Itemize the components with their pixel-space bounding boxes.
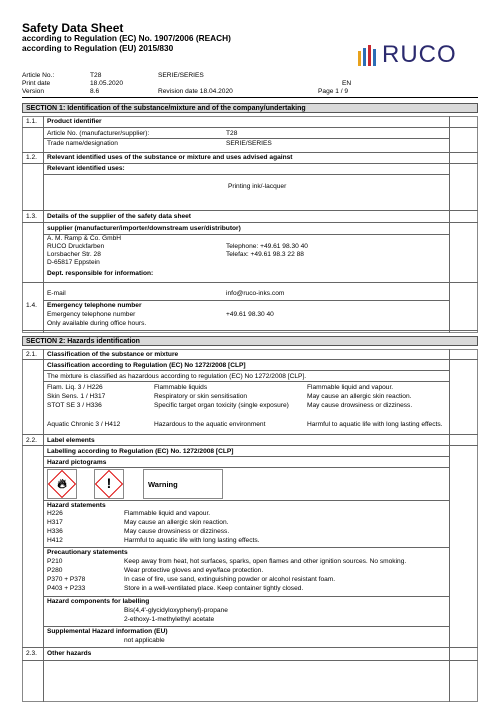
supplemental-info-value: not applicable — [124, 637, 165, 644]
classification-title: Classification of the substance or mixture — [47, 351, 179, 358]
hazard-pictograms-title: Hazard pictograms — [47, 459, 107, 466]
hazard-statements-title: Hazard statements — [47, 502, 106, 509]
product-name: SERIE/SERIES — [158, 72, 204, 79]
version-label: Version — [22, 88, 44, 95]
supplier-subtitle: supplier (manufacturer/importer/downstream user/distributor) — [47, 225, 241, 232]
article-no-label: Article No.: — [22, 72, 55, 79]
hazard-component: Bis(4,4'-glycidyloxyphenyl)-propane — [124, 607, 228, 614]
classification-note: The mixture is classified as hazardous according to regulation (EC) No 1272/2008 [CLP]. — [47, 373, 307, 380]
emergency-phone-title: Emergency telephone number — [47, 302, 142, 309]
item-1-1-number: 1.1. — [26, 118, 37, 125]
classification-code: Aquatic Chronic 3 / H412 — [47, 421, 121, 428]
flame-icon: 🔥︎ — [57, 476, 67, 491]
item-2-2-number: 2.2. — [26, 437, 37, 444]
article-no-manufacturer-value: T28 — [226, 130, 238, 137]
classification-class: Flammable liquids — [154, 384, 208, 391]
classification-statement: Flammable liquid and vapour. — [307, 384, 394, 391]
supplemental-info-title: Supplemental Hazard information (EU) — [47, 628, 168, 635]
identified-uses-title: Relevant identified uses of the substance or mixture and uses advised against — [47, 154, 293, 161]
classification-statement: May cause drowsiness or dizziness. — [307, 402, 413, 409]
hazard-statement-text: Harmful to aquatic life with long lasting effects. — [124, 537, 260, 544]
emergency-phone-value: +49.61 98.30 40 — [226, 311, 274, 318]
classification-class: Specific target organ toxicity (single exposure) — [154, 402, 289, 409]
print-date-label: Print date — [22, 80, 51, 87]
hazard-statement-code: H336 — [47, 528, 63, 535]
dept-responsible-label: Dept. responsible for information: — [47, 270, 154, 277]
precautionary-code: P370 + P378 — [47, 576, 86, 583]
precautionary-code: P210 — [47, 558, 63, 565]
precautionary-text: Store in a well-ventilated place. Keep container tightly closed. — [124, 585, 304, 592]
precautionary-code: P280 — [47, 567, 63, 574]
precautionary-text: In case of fire, use sand, extinguishing powder or alcohol resistant foam. — [124, 576, 336, 583]
other-hazards-title: Other hazards — [47, 650, 92, 657]
precautionary-text: Wear protective gloves and eye/face protection. — [124, 567, 264, 574]
labelling-subtitle: Labelling according to Regulation (EC) No. 1272/2008 [CLP] — [47, 448, 234, 455]
product-identifier-title: Product identifier — [47, 118, 102, 125]
item-2-1-number: 2.1. — [26, 351, 37, 358]
classification-statement: Harmful to aquatic life with long lasting effects. — [307, 421, 443, 428]
email-value[interactable]: info@ruco-inks.com — [226, 290, 285, 297]
logo-mark-icon — [358, 45, 378, 67]
supplier-telephone: Telephone: +49.61 98.30 40 — [226, 243, 308, 250]
hazard-statement-text: Flammable liquid and vapour. — [124, 510, 211, 517]
item-1-3-number: 1.3. — [26, 213, 37, 220]
trade-name-value: SERIE/SERIES — [226, 140, 272, 147]
emergency-phone-note: Only available during office hours. — [47, 320, 147, 327]
classification-code: Flam. Liq. 3 / H226 — [47, 384, 103, 391]
article-no-manufacturer-label: Article No. (manufacturer/supplier): — [47, 130, 150, 137]
section-2-heading: SECTION 2: Hazards identification — [22, 336, 478, 346]
identified-uses-value: Printing ink/-lacquer — [228, 183, 287, 190]
document-subtitle-eu: according to Regulation (EU) 2015/830 — [22, 43, 174, 53]
item-1-4-number: 1.4. — [26, 302, 37, 309]
version-value: 8.6 — [90, 88, 100, 95]
supplier-address-line: RUCO Druckfarben — [47, 243, 105, 250]
precautionary-text: Keep away from heat, hot surfaces, sparks, open flames and other ignition sources. No smoking. — [124, 558, 407, 565]
hazard-statement-code: H226 — [47, 510, 63, 517]
header-divider — [22, 97, 478, 98]
page-number: Page 1 / 9 — [318, 88, 349, 95]
supplier-address-line: Lorsbacher Str. 28 — [47, 251, 101, 258]
emergency-phone-label: Emergency telephone number — [47, 311, 136, 318]
item-2-3-number: 2.3. — [26, 650, 37, 657]
identified-uses-subtitle: Relevant identified uses: — [47, 165, 125, 172]
article-no-value: T28 — [90, 72, 102, 79]
item-1-2-number: 1.2. — [26, 154, 37, 161]
classification-subtitle: Classification according to Regulation (EC) No 1272/2008 [CLP] — [47, 362, 246, 369]
print-date-value: 18.05.2020 — [90, 80, 124, 87]
supplier-address-line: D-65817 Eppstein — [47, 259, 100, 266]
hazard-statement-text: May cause drowsiness or dizziness. — [124, 528, 230, 535]
language-code: EN — [342, 80, 352, 87]
supplier-address-line: A. M. Ramp & Co. GmbH — [47, 235, 122, 242]
hazard-statement-code: H317 — [47, 519, 63, 526]
trade-name-label: Trade name/designation — [47, 140, 118, 147]
supplier-telefax: Telefax: +49.61 98.3 22 88 — [226, 251, 304, 258]
classification-code: Skin Sens. 1 / H317 — [47, 393, 106, 400]
document-title: Safety Data Sheet — [22, 21, 124, 35]
signal-word: Warning — [148, 480, 178, 489]
label-elements-title: Label elements — [47, 437, 95, 444]
hazard-component: 2-ethoxy-1-methylethyl acetate — [124, 616, 215, 623]
classification-code: STOT SE 3 / H336 — [47, 402, 102, 409]
exclamation-icon: ! — [106, 475, 112, 491]
hazard-statement-code: H412 — [47, 537, 63, 544]
email-label: E-mail — [47, 290, 66, 297]
precautionary-statements-title: Precautionary statements — [47, 549, 128, 556]
classification-class: Hazardous to the aquatic environment — [154, 421, 266, 428]
hazard-components-title: Hazard components for labelling — [47, 598, 150, 605]
ruco-logo — [358, 41, 478, 68]
precautionary-code: P403 + P233 — [47, 585, 86, 592]
hazard-statement-text: May cause an allergic skin reaction. — [124, 519, 229, 526]
classification-class: Respiratory or skin sensitisation — [154, 393, 248, 400]
classification-statement: May cause an allergic skin reaction. — [307, 393, 412, 400]
section-1-heading: SECTION 1: Identification of the substance/mixture and of the company/undertaking — [22, 103, 478, 113]
supplier-details-title: Details of the supplier of the safety data sheet — [47, 213, 191, 220]
revision-date: Revision date 18.04.2020 — [158, 88, 233, 95]
logo-text: RUCO — [382, 41, 457, 68]
document-subtitle-reach: according to Regulation (EC) No. 1907/2006 (REACH) — [22, 33, 231, 43]
